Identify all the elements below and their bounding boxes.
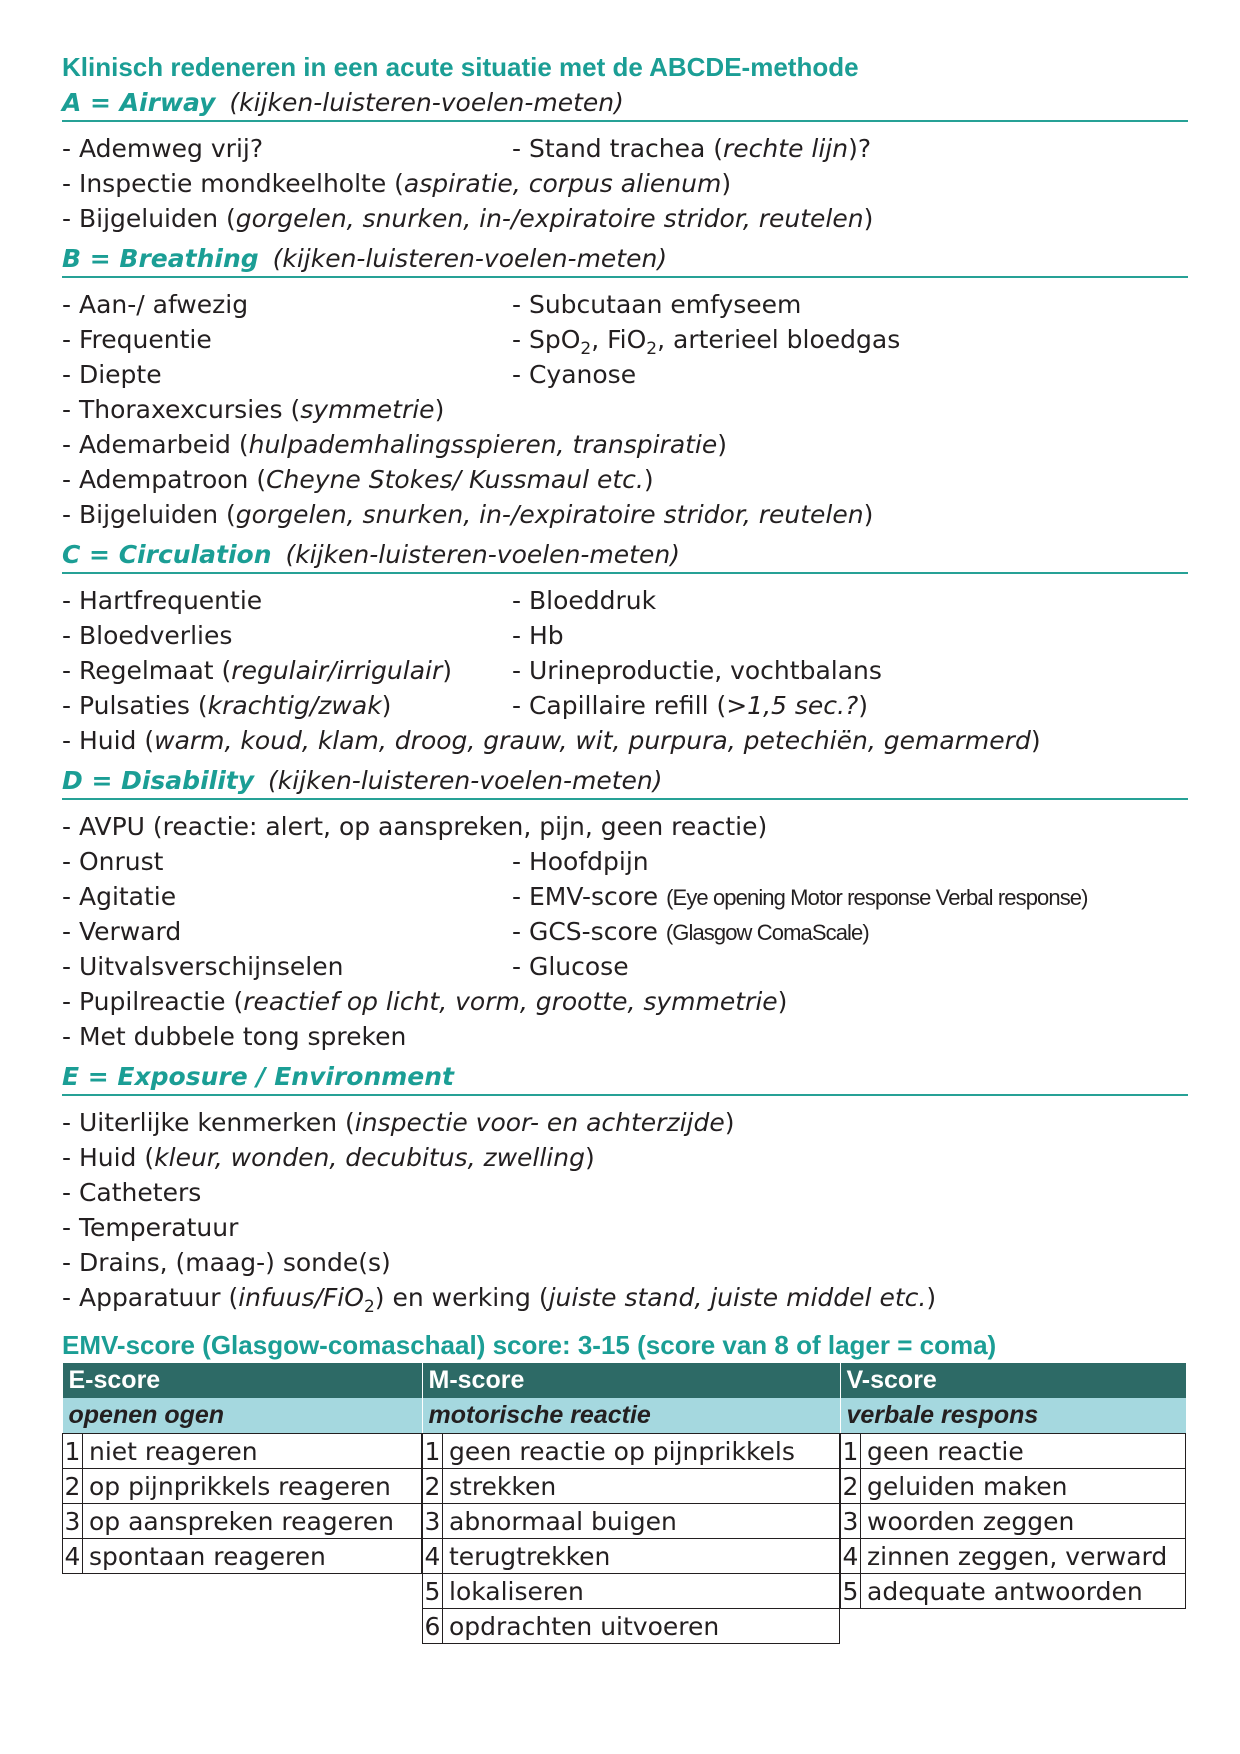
- section-c-title: C = Circulation: [62, 540, 272, 569]
- list-item: - Temperatuur: [62, 1213, 239, 1242]
- table-row: 1 geen reactie op pijnprikkels: [423, 1434, 840, 1469]
- list-item: - Diepte - Cyanose: [62, 360, 637, 389]
- e-score-header: E-score: [63, 1363, 422, 1398]
- list-item: - Met dubbele tong spreken: [62, 1022, 407, 1051]
- list-item: - Uitvalsverschijnselen - Glucose: [62, 952, 629, 981]
- page-title: Klinisch redeneren in een acute situatie met de ABCDE-methode: [62, 52, 859, 82]
- list-item: - Huid (warm, koud, klam, droog, grauw, wit, purpura, petechiën, gemarmerd): [62, 726, 1041, 755]
- list-item: - Hartfrequentie - Bloeddruk: [62, 586, 657, 615]
- table-row: 4 spontaan reageren: [63, 1539, 422, 1574]
- list-item: - Verward - GCS-score (Glasgow ComaScale): [62, 917, 869, 946]
- list-item: - Adempatroon (Cheyne Stokes/ Kussmaul etc.): [62, 465, 654, 494]
- document-page: [62, 50, 1188, 1653]
- list-item: - AVPU (reactie: alert, op aanspreken, pijn, geen reactie): [62, 812, 768, 841]
- list-item: - Onrust - Hoofdpijn: [62, 847, 649, 876]
- section-e-title: E = Exposure / Environment: [62, 1062, 455, 1091]
- section-d-title: D = Disability: [62, 766, 255, 795]
- table-row: 3 abnormaal buigen: [423, 1504, 840, 1539]
- v-score-subheader: verbale respons: [841, 1398, 1186, 1434]
- section-c-body: [62, 574, 1188, 762]
- m-score-table: [422, 1363, 840, 1644]
- table-row: 2 strekken: [423, 1469, 840, 1504]
- section-d-subtitle: (kijken-luisteren-voelen-meten): [267, 766, 663, 795]
- table-row: 6 opdrachten uitvoeren: [423, 1609, 840, 1644]
- list-item: - Agitatie - EMV-score (Eye opening Motor response Verbal response): [62, 882, 1088, 911]
- list-item: - Uiterlijke kenmerken (inspectie voor- en achterzijde): [62, 1108, 735, 1137]
- table-row: 5 adequate antwoorden: [841, 1574, 1186, 1609]
- section-b-subtitle: (kijken-luisteren-voelen-meten): [272, 244, 668, 273]
- list-item: - Drains, (maag-) sonde(s): [62, 1248, 391, 1277]
- section-c-subtitle: (kijken-luisteren-voelen-meten): [285, 540, 680, 569]
- section-b-header: [62, 242, 1188, 278]
- table-row: 2 op pijnprikkels reageren: [63, 1469, 422, 1504]
- m-score-subheader: motorische reactie: [423, 1398, 840, 1434]
- table-row: 3 op aanspreken reageren: [63, 1504, 422, 1539]
- section-d-header: [62, 764, 1188, 800]
- table-row: 2 geluiden maken: [841, 1469, 1186, 1504]
- section-b-title: B = Breathing: [62, 244, 259, 273]
- section-a-body: [62, 122, 1188, 240]
- section-b-body: [62, 278, 1188, 536]
- list-item: - Bijgeluiden (gorgelen, snurken, in-/expiratoire stridor, reutelen): [62, 204, 874, 233]
- emv-score-tables: [62, 1363, 1188, 1653]
- e-score-table: [62, 1363, 422, 1574]
- v-score-table: [840, 1363, 1186, 1609]
- section-c-header: [62, 538, 1188, 574]
- list-item: - Aan-/ afwezig - Subcutaan emfyseem: [62, 290, 802, 319]
- section-a-title: A = Airway: [62, 88, 216, 117]
- table-row: 1 niet reageren: [63, 1434, 422, 1469]
- list-item: - Bijgeluiden (gorgelen, snurken, in-/expiratoire stridor, reutelen): [62, 500, 874, 529]
- list-item: - Pulsaties (krachtig/zwak) - Capillaire refill (>1,5 sec.?): [62, 691, 869, 720]
- list-item: - Catheters: [62, 1178, 202, 1207]
- list-item: - Regelmaat (regulair/irrigulair) - Urineproductie, vochtbalans: [62, 656, 882, 685]
- list-item: - Ademarbeid (hulpademhalingsspieren, transpiratie): [62, 430, 728, 459]
- list-item: - Pupilreactie (reactief op licht, vorm, grootte, symmetrie): [62, 987, 788, 1016]
- section-d-body: [62, 800, 1188, 1058]
- list-item: - Frequentie - SpO$_2$, FiO$_2$, arterieel bloedgas: [62, 325, 901, 359]
- emv-score-title: EMV-score (Glasgow-comaschaal) score: 3-15 (score van 8 of lager = coma): [62, 1330, 997, 1360]
- list-item: - Inspectie mondkeelholte (aspiratie, corpus alienum): [62, 169, 732, 198]
- v-score-header: V-score: [841, 1363, 1186, 1398]
- list-item: - Thoraxexcursies (symmetrie): [62, 395, 445, 424]
- table-row: 1 geen reactie: [841, 1434, 1186, 1469]
- table-row: 5 lokaliseren: [423, 1574, 840, 1609]
- list-item: - Huid (kleur, wonden, decubitus, zwelling): [62, 1143, 595, 1172]
- e-score-subheader: openen ogen: [63, 1398, 422, 1434]
- m-score-header: M-score: [423, 1363, 840, 1398]
- section-a-header: [62, 86, 1188, 122]
- section-e-header: [62, 1060, 1188, 1096]
- table-row: 4 zinnen zeggen, verward: [841, 1539, 1186, 1574]
- section-a-subtitle: (kijken-luisteren-voelen-meten): [229, 88, 624, 117]
- table-row: 4 terugtrekken: [423, 1539, 840, 1574]
- list-item: - Bloedverlies - Hb: [62, 621, 564, 650]
- list-item: - Ademweg vrij? - Stand trachea (rechte lijn)?: [62, 134, 872, 163]
- list-item: - Apparatuur (infuus/FiO$_2$) en werking (juiste stand, juiste middel etc.): [62, 1283, 937, 1317]
- section-e-body: [62, 1096, 1188, 1319]
- table-row: 3 woorden zeggen: [841, 1504, 1186, 1539]
